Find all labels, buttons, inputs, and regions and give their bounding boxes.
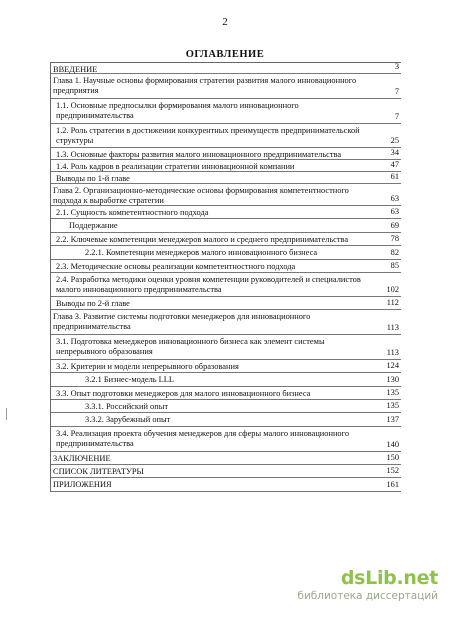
toc-entry-page: 85 — [390, 261, 399, 270]
toc-entry-page: 152 — [386, 466, 399, 475]
toc-entry-text: 3.3.2. Зарубежный опыт — [85, 415, 171, 424]
margin-mark — [6, 408, 7, 420]
toc-entry-text: Поддержание — [69, 221, 118, 230]
toc-entry[interactable] — [51, 184, 401, 206]
toc-entry[interactable] — [51, 387, 401, 400]
toc-entry-text: ПРИЛОЖЕНИЯ — [53, 480, 112, 489]
watermark-subtitle: библиотека диссертаций — [297, 590, 438, 602]
toc-entry-page: 150 — [386, 453, 399, 462]
toc-entry[interactable] — [51, 400, 401, 413]
toc-entry[interactable] — [51, 478, 401, 492]
toc-entry-text: 1.3. Основные факторы развития малого инновационного предпринимательства — [56, 150, 342, 159]
toc-entry-text: 2.2.1. Компетенции менеджеров малого инновационного бизнеса — [85, 248, 318, 257]
toc-entry-page: 82 — [390, 248, 399, 257]
toc-entry-text: 3.1. Подготовка менеджеров инновационного бизнеса как элемент системы непрерывного образования — [56, 337, 325, 356]
toc-entry-page: 63 — [390, 194, 399, 203]
toc-entry-page: 113 — [386, 348, 399, 357]
toc-entry-text: Глава 2. Организационно-методические основы формирования компетентностного подхода к выработке стратегии — [53, 186, 349, 205]
watermark — [297, 567, 438, 602]
toc-entry-text: ВВЕДЕНИЕ — [53, 65, 98, 74]
toc-entry-text: Глава 3. Развитие системы подготовки менеджеров для инновационного предпринимательства — [53, 312, 311, 331]
toc-entry[interactable] — [51, 219, 401, 233]
toc-entry-page: 140 — [386, 440, 399, 449]
toc-entry[interactable] — [51, 233, 401, 246]
toc-entry-page: 112 — [386, 298, 399, 307]
watermark-logo: dsLib.net — [340, 567, 438, 589]
toc-entry[interactable] — [51, 160, 401, 172]
toc-entry-page: 78 — [390, 234, 399, 243]
toc-entry[interactable] — [51, 360, 401, 373]
toc-entry[interactable] — [51, 172, 401, 184]
toc-entry-page: 7 — [394, 112, 399, 121]
toc-entry[interactable] — [51, 373, 401, 387]
toc-entry-page: 47 — [390, 160, 399, 169]
toc-entry-page: 130 — [386, 375, 399, 384]
table-of-contents — [50, 62, 401, 492]
toc-entry[interactable] — [51, 246, 401, 260]
toc-entry-text: 3.3. Опыт подготовки менеджеров для малого инновационного бизнеса — [56, 389, 311, 398]
toc-entry[interactable] — [51, 413, 401, 427]
toc-entry-page: 124 — [386, 361, 399, 370]
toc-entry-page: 137 — [386, 415, 399, 424]
toc-entry-page: 113 — [386, 323, 399, 332]
toc-entry[interactable] — [51, 465, 401, 478]
toc-entry[interactable] — [51, 148, 401, 160]
toc-entry[interactable] — [51, 124, 401, 148]
toc-entry[interactable] — [51, 273, 401, 297]
toc-title: ОГЛАВЛЕНИЕ — [185, 49, 265, 60]
toc-entry-text: 3.2.1 Бизнес-модель LLL — [85, 375, 175, 384]
toc-entry-page: 102 — [386, 285, 399, 294]
toc-entry-text: Глава 1. Научные основы формирования стратегии развития малого инновационного предприятия — [53, 76, 357, 95]
toc-entry-text: ЗАКЛЮЧЕНИЕ — [53, 454, 111, 463]
toc-entry-text: 2.4. Разработка методики оценки уровня компетенции руководителей и специалистов малого инновационного предпринимательства — [56, 275, 361, 294]
toc-entry-text: 3.4. Реализация проекта обучения менеджеров для сферы малого инновационного предпринимательства — [56, 429, 350, 448]
toc-entry-text: 1.2. Роль стратегии в достижении конкурентных преимуществ предпринимательской структуры — [56, 126, 360, 145]
toc-entry-text: Выводы по 1-й главе — [56, 174, 130, 183]
toc-entry-text: 3.3.1. Российский опыт — [85, 402, 168, 411]
toc-entry-text: 2.3. Методические основы реализации компетентностного подхода — [56, 262, 296, 271]
page-number: 2 — [222, 16, 228, 28]
toc-entry-page: 63 — [390, 207, 399, 216]
toc-entry[interactable] — [51, 452, 401, 465]
toc-entry[interactable] — [51, 427, 401, 452]
toc-entry-text: 2.2. Ключевые компетенции менеджеров малого и среднего предпринимательства — [56, 235, 349, 244]
toc-entry-page: 135 — [386, 401, 399, 410]
toc-entry-page: 135 — [386, 388, 399, 397]
toc-entry-text: СПИСОК ЛИТЕРАТУРЫ — [53, 467, 144, 476]
toc-entry-page: 3 — [394, 62, 399, 71]
toc-entry-page: 7 — [394, 87, 399, 96]
toc-entry-page: 34 — [390, 148, 399, 157]
toc-entry-page: 25 — [390, 136, 399, 145]
toc-entry[interactable] — [51, 63, 401, 74]
toc-entry[interactable] — [51, 297, 401, 310]
toc-entry-text: Выводы по 2-й главе — [56, 299, 130, 308]
toc-entry-text: 2.1. Сущность компетентностного подхода — [56, 208, 209, 217]
toc-entry-page: 69 — [390, 221, 399, 230]
toc-entry[interactable] — [51, 310, 401, 335]
toc-entry[interactable] — [51, 206, 401, 219]
toc-entry[interactable] — [51, 335, 401, 360]
toc-entry[interactable] — [51, 74, 401, 99]
toc-entry-text: 1.1. Основные предпосылки формирования малого инновационного предпринимательства — [56, 101, 299, 120]
toc-entry-text: 1.4. Роль кадров в реализации стратегии инновационной компании — [56, 162, 295, 171]
toc-entry-page: 161 — [386, 480, 399, 489]
toc-entry[interactable] — [51, 99, 401, 124]
toc-entry-page: 61 — [390, 172, 399, 181]
toc-entry-text: 3.2. Критерии и модели непрерывного образования — [56, 362, 239, 371]
toc-entry[interactable] — [51, 260, 401, 273]
